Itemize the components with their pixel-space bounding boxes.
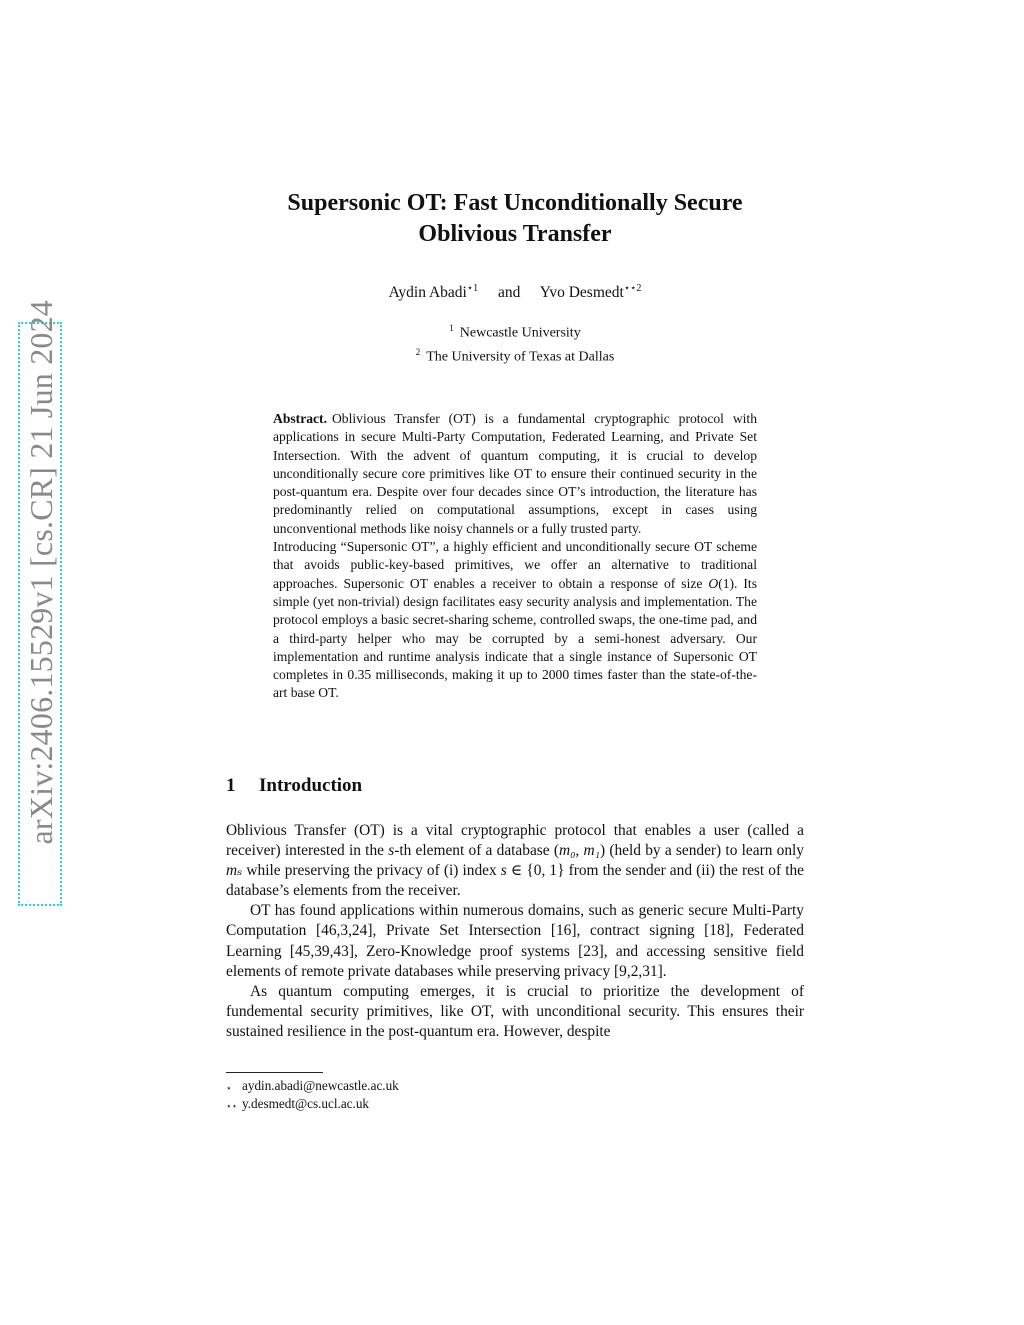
- footnote-mark: ⋆: [226, 1083, 232, 1093]
- affiliation-name: The University of Texas at Dallas: [426, 349, 615, 365]
- body-text-run: ) (held by a sender) to learn only: [599, 842, 804, 860]
- abstract: [273, 410, 757, 703]
- author-list: [220, 283, 810, 302]
- abstract-paragraph: [273, 410, 757, 538]
- arxiv-identifier-stamp[interactable]: arXiv:2406.15529v1 [cs.CR] 21 Jun 2024: [23, 300, 59, 845]
- footnote-email[interactable]: aydin.abadi@newcastle.ac.uk: [242, 1078, 399, 1093]
- abstract-text: Oblivious Transfer (OT) is a fundamental cryptographic protocol with applications in secure Multi-Party Computation, Federated Learning, and Private Set Intersection. With the advent of quantum computing, it is crucial to develop unconditionally secure core primitives like OT to ensure their continued security in the post-quantum era. Despite over four decades since OT’s introduction, the literature has predominantly relied on computational assumptions, except in cases using unconventional methods like noisy channels or a fully trusted party.: [273, 411, 757, 536]
- affiliation-item: [220, 319, 810, 343]
- section-title: Introduction: [259, 775, 363, 796]
- body-paragraph: OT has found applications within numerous domains, such as generic secure Multi-Party Computation [46,3,24], Private Set Intersection [16], contract signing [18], Federated Learning [45,39,43], Zero-Knowledge proof systems [23], and accessing sensitive field elements of remote private databases while preserving privacy [9,2,31].: [226, 902, 804, 980]
- body-text-run: ∈ {0, 1} from the sender and (ii) the rest of the database’s elements from the receiver.: [226, 862, 804, 900]
- body-paragraph: As quantum computing emerges, it is crucial to prioritize the development of fundemental security primitives, like OT, with unconditional security. This ensures their sustained resilience in the post-quantum era. However, despite: [226, 982, 804, 1040]
- section-number: 1: [226, 775, 236, 796]
- affiliation-number: 1: [449, 323, 454, 333]
- abstract-math: O: [708, 575, 719, 591]
- abstract-text: (1). Its simple (yet non-trivial) design facilitates easy security analysis and implementation. The protocol employs a basic secret-sharing scheme, controlled swaps, the one-time pad, and a third-party helper who may be corrupted by a semi-honest adversary. Our implementation and runtime analysis indicate that a single instance of Supersonic OT completes in 0.35 milliseconds, making it up to 2000 times faster than the state-of-the-art base OT.: [273, 575, 757, 701]
- body-text: [226, 821, 804, 1042]
- affiliation-item: [220, 343, 810, 367]
- author-name: Aydin Abadi: [388, 284, 467, 302]
- body-text-run: -th element of a database (: [394, 842, 559, 860]
- affiliation-name: Newcastle University: [459, 325, 581, 341]
- footnote-item: [226, 1077, 399, 1095]
- author-conjunction: and: [498, 284, 521, 302]
- math-variable: mₛ: [226, 862, 243, 880]
- author-name: Yvo Desmedt: [539, 284, 624, 302]
- body-paragraph: [226, 821, 804, 901]
- body-text-run: while preserving the privacy of (i) index: [242, 862, 501, 880]
- abstract-paragraph: [273, 538, 757, 703]
- section-heading: [226, 775, 362, 797]
- paper-title-line-2: Oblivious Transfer: [418, 221, 612, 247]
- abstract-text: Introducing “Supersonic OT”, a highly efficient and unconditionally secure OT scheme that avoids public-key-based primitives, we offer an alternative to traditional approaches. Supersonic OT enables a receiver to obtain a response of size: [273, 539, 757, 591]
- math-variable: s: [500, 862, 507, 880]
- author-footnote-marks: ⋆⋆2: [623, 283, 642, 294]
- body-text-run: Oblivious Transfer (OT) is a vital cryptographic protocol that enables a user (called a receiver) interested in the: [226, 822, 804, 860]
- abstract-label: Abstract.: [273, 411, 327, 426]
- footnotes: [226, 1077, 399, 1113]
- affiliation-number: 2: [415, 346, 421, 357]
- math-variable: m₀, m₁: [558, 842, 600, 860]
- footnote-mark: ⋆⋆: [226, 1101, 238, 1111]
- paper-title-line-1: Supersonic OT: Fast Unconditionally Secure: [287, 190, 743, 216]
- footnote-email[interactable]: y.desmedt@cs.ucl.ac.uk: [242, 1096, 370, 1111]
- footnote-item: [226, 1095, 399, 1113]
- paper-title: [220, 188, 810, 250]
- math-variable: s: [388, 842, 395, 860]
- author-footnote-marks: ⋆1: [466, 283, 479, 294]
- footnote-divider: [226, 1072, 323, 1073]
- affiliation-list: [220, 319, 810, 366]
